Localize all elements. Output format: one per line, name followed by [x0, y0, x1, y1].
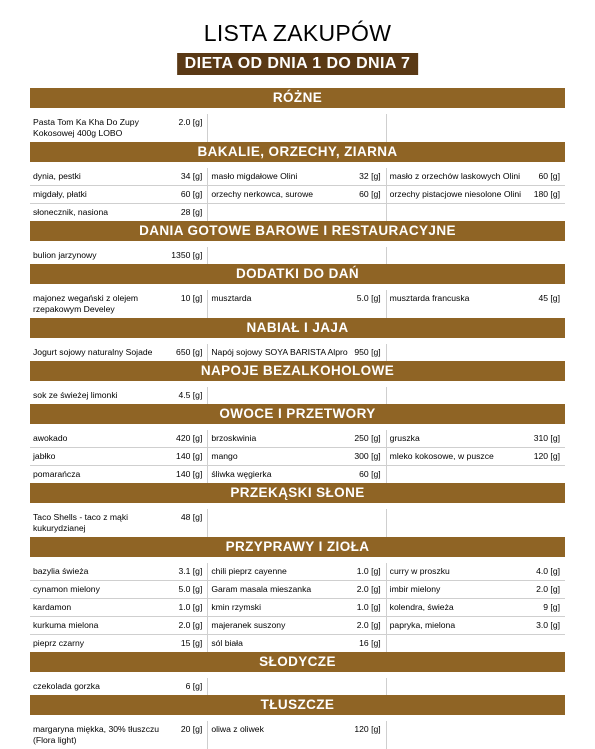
item-name: sól biała	[211, 638, 243, 648]
item-quantity: 300 [g]	[354, 451, 381, 461]
item-cell	[30, 168, 208, 185]
table-row	[30, 168, 565, 186]
item-name: majonez wegański z olejem rzepakowym Develey	[33, 293, 139, 314]
item-cell	[208, 247, 386, 264]
table-row	[30, 114, 565, 142]
item-name: margaryna miękka, 30% tłuszczu (Flora light)	[33, 724, 160, 745]
category-header: NABIAŁ I JAJA	[30, 318, 565, 338]
item-cell	[208, 678, 386, 695]
table-row	[30, 581, 565, 599]
item-quantity: 120 [g]	[354, 724, 381, 734]
item-cell	[208, 114, 386, 142]
item-name: brzoskwinia	[211, 433, 257, 443]
item-cell	[30, 114, 208, 142]
category-header: DANIA GOTOWE BAROWE I RESTAURACYJNE	[30, 221, 565, 241]
item-quantity: 310 [g]	[533, 433, 560, 443]
item-name: musztarda	[211, 293, 252, 303]
item-cell	[387, 247, 565, 264]
item-quantity: 15 [g]	[180, 638, 203, 648]
category-header: NAPOJE BEZALKOHOLOWE	[30, 361, 565, 381]
table-row	[30, 635, 565, 652]
item-quantity: 48 [g]	[180, 512, 203, 522]
category-section	[30, 142, 565, 221]
item-quantity: 5.0 [g]	[356, 293, 381, 303]
item-name: papryka, mielona	[389, 620, 456, 630]
item-name: awokado	[33, 433, 68, 443]
table-row	[30, 448, 565, 466]
table-row	[30, 563, 565, 581]
table-row	[30, 466, 565, 483]
item-quantity: 60 [g]	[359, 189, 381, 199]
item-cell	[30, 448, 208, 465]
item-cell	[208, 509, 386, 537]
diet-period-banner: DIETA OD DNIA 1 DO DNIA 7	[177, 53, 419, 75]
item-quantity: 16 [g]	[359, 638, 381, 648]
category-section	[30, 264, 565, 318]
item-name: masło migdałowe Olini	[211, 171, 298, 181]
table-row	[30, 204, 565, 221]
item-quantity: 950 [g]	[354, 347, 381, 357]
item-name: słonecznik, nasiona	[33, 207, 109, 217]
item-quantity: 6 [g]	[185, 681, 203, 691]
item-quantity: 10 [g]	[180, 293, 203, 303]
item-name: jabłko	[33, 451, 56, 461]
item-name: musztarda francuska	[389, 293, 470, 303]
item-name: orzechy nerkowca, surowe	[211, 189, 314, 199]
item-quantity: 140 [g]	[176, 451, 203, 461]
item-quantity: 60 [g]	[359, 469, 381, 479]
item-cell	[30, 387, 208, 404]
item-quantity: 250 [g]	[354, 433, 381, 443]
item-name: dynia, pestki	[33, 171, 81, 181]
item-cell	[387, 387, 565, 404]
item-quantity: 4.5 [g]	[178, 390, 203, 400]
category-header: BAKALIE, ORZECHY, ZIARNA	[30, 142, 565, 162]
item-name: mango	[211, 451, 238, 461]
item-name: imbir mielony	[389, 584, 441, 594]
table-row	[30, 290, 565, 318]
table-row	[30, 247, 565, 264]
item-cell	[30, 509, 208, 537]
item-quantity: 650 [g]	[176, 347, 203, 357]
item-cell	[30, 581, 208, 598]
item-cell	[208, 430, 386, 447]
item-name: pomarańcza	[33, 469, 81, 479]
item-cell	[208, 387, 386, 404]
item-cell	[387, 635, 565, 652]
item-cell	[387, 581, 565, 598]
category-header: DODATKI DO DAŃ	[30, 264, 565, 284]
item-name: kardamon	[33, 602, 72, 612]
item-name: kolendra, świeża	[389, 602, 454, 612]
item-name: cynamon mielony	[33, 584, 100, 594]
item-quantity: 45 [g]	[538, 293, 560, 303]
item-quantity: 3.1 [g]	[178, 566, 203, 576]
page-title: LISTA ZAKUPÓW	[203, 20, 392, 46]
item-cell	[387, 114, 565, 142]
category-section	[30, 652, 565, 695]
item-cell	[30, 563, 208, 580]
item-quantity: 28 [g]	[180, 207, 203, 217]
category-header: OWOCE I PRZETWORY	[30, 404, 565, 424]
item-quantity: 2.0 [g]	[356, 620, 381, 630]
item-cell	[208, 204, 386, 221]
item-quantity: 4.0 [g]	[536, 566, 560, 576]
item-quantity: 2.0 [g]	[178, 117, 203, 127]
category-header: PRZYPRAWY I ZIOŁA	[30, 537, 565, 557]
item-name: migdały, płatki	[33, 189, 87, 199]
item-cell	[387, 168, 565, 185]
item-name: Napój sojowy SOYA BARISTA Alpro	[211, 347, 348, 357]
item-name: majeranek suszony	[211, 620, 286, 630]
category-section	[30, 88, 565, 142]
table-row	[30, 509, 565, 537]
category-header: PRZEKĄSKI SŁONE	[30, 483, 565, 503]
category-section	[30, 404, 565, 483]
item-cell	[30, 678, 208, 695]
category-section	[30, 221, 565, 264]
category-section	[30, 483, 565, 537]
item-quantity: 1.0 [g]	[178, 602, 203, 612]
item-name: masło z orzechów laskowych Olini	[389, 171, 521, 181]
item-cell	[208, 290, 386, 318]
item-cell	[208, 168, 386, 185]
item-quantity: 1350 [g]	[171, 250, 203, 260]
item-name: kurkuma mielona	[33, 620, 99, 630]
item-cell	[387, 678, 565, 695]
category-header: SŁODYCZE	[30, 652, 565, 672]
category-header: RÓŻNE	[30, 88, 565, 108]
item-quantity: 34 [g]	[180, 171, 203, 181]
item-cell	[387, 204, 565, 221]
category-section	[30, 318, 565, 361]
item-name: Pasta Tom Ka Kha Do Zupy Kokosowej 400g LOBO	[33, 117, 139, 138]
item-quantity: 120 [g]	[533, 451, 560, 461]
item-cell	[30, 247, 208, 264]
item-cell	[30, 466, 208, 483]
item-quantity: 140 [g]	[176, 469, 203, 479]
item-cell	[208, 186, 386, 203]
table-row	[30, 678, 565, 695]
category-section	[30, 695, 565, 749]
item-name: czekolada gorzka	[33, 681, 100, 691]
item-cell	[208, 581, 386, 598]
item-name: pieprz czarny	[33, 638, 85, 648]
item-name: kmin rzymski	[211, 602, 261, 612]
category-section	[30, 537, 565, 652]
item-quantity: 180 [g]	[533, 189, 560, 199]
item-cell	[387, 617, 565, 634]
item-cell	[30, 290, 208, 318]
table-row	[30, 344, 565, 361]
item-cell	[387, 563, 565, 580]
item-cell	[30, 344, 208, 361]
item-name: Jogurt sojowy naturalny Sojade	[33, 347, 153, 357]
item-cell	[208, 344, 386, 361]
item-name: bazylia świeża	[33, 566, 89, 576]
item-quantity: 20 [g]	[180, 724, 203, 734]
item-cell	[208, 448, 386, 465]
item-quantity: 3.0 [g]	[536, 620, 560, 630]
item-cell	[387, 430, 565, 447]
item-quantity: 2.0 [g]	[178, 620, 203, 630]
item-cell	[387, 344, 565, 361]
category-header: TŁUSZCZE	[30, 695, 565, 715]
item-quantity: 60 [g]	[180, 189, 203, 199]
item-quantity: 60 [g]	[538, 171, 560, 181]
item-cell	[30, 617, 208, 634]
item-cell	[208, 599, 386, 616]
item-cell	[208, 563, 386, 580]
item-cell	[208, 617, 386, 634]
item-cell	[387, 509, 565, 537]
item-name: gruszka	[389, 433, 420, 443]
item-cell	[387, 466, 565, 483]
item-cell	[30, 186, 208, 203]
item-name: oliwa z oliwek	[211, 724, 264, 734]
item-cell	[30, 635, 208, 652]
category-section	[30, 361, 565, 404]
item-quantity: 2.0 [g]	[356, 584, 381, 594]
item-name: mleko kokosowe, w puszce	[389, 451, 494, 461]
item-cell	[208, 635, 386, 652]
item-name: chili pieprz cayenne	[211, 566, 287, 576]
item-cell	[30, 430, 208, 447]
item-cell	[30, 204, 208, 221]
item-quantity: 9 [g]	[543, 602, 560, 612]
item-name: curry w proszku	[389, 566, 450, 576]
table-row	[30, 617, 565, 635]
table-row	[30, 430, 565, 448]
item-cell	[387, 599, 565, 616]
shopping-list	[30, 88, 565, 749]
item-cell	[30, 599, 208, 616]
item-cell	[387, 186, 565, 203]
item-cell	[387, 290, 565, 318]
item-quantity: 2.0 [g]	[536, 584, 560, 594]
item-name: Taco Shells - taco z mąki kukurydzianej	[33, 512, 129, 533]
item-quantity: 5.0 [g]	[178, 584, 203, 594]
item-quantity: 32 [g]	[359, 171, 381, 181]
item-quantity: 420 [g]	[176, 433, 203, 443]
item-quantity: 1.0 [g]	[356, 566, 381, 576]
table-row	[30, 186, 565, 204]
item-name: Garam masala mieszanka	[211, 584, 312, 594]
table-row	[30, 599, 565, 617]
item-name: śliwka węgierka	[211, 469, 272, 479]
item-name: orzechy pistacjowe niesolone Olini	[389, 189, 522, 199]
item-name: sok ze świeżej limonki	[33, 390, 118, 400]
item-name: bulion jarzynowy	[33, 250, 97, 260]
table-row	[30, 387, 565, 404]
item-quantity: 1.0 [g]	[356, 602, 381, 612]
item-cell	[208, 466, 386, 483]
item-cell	[387, 448, 565, 465]
